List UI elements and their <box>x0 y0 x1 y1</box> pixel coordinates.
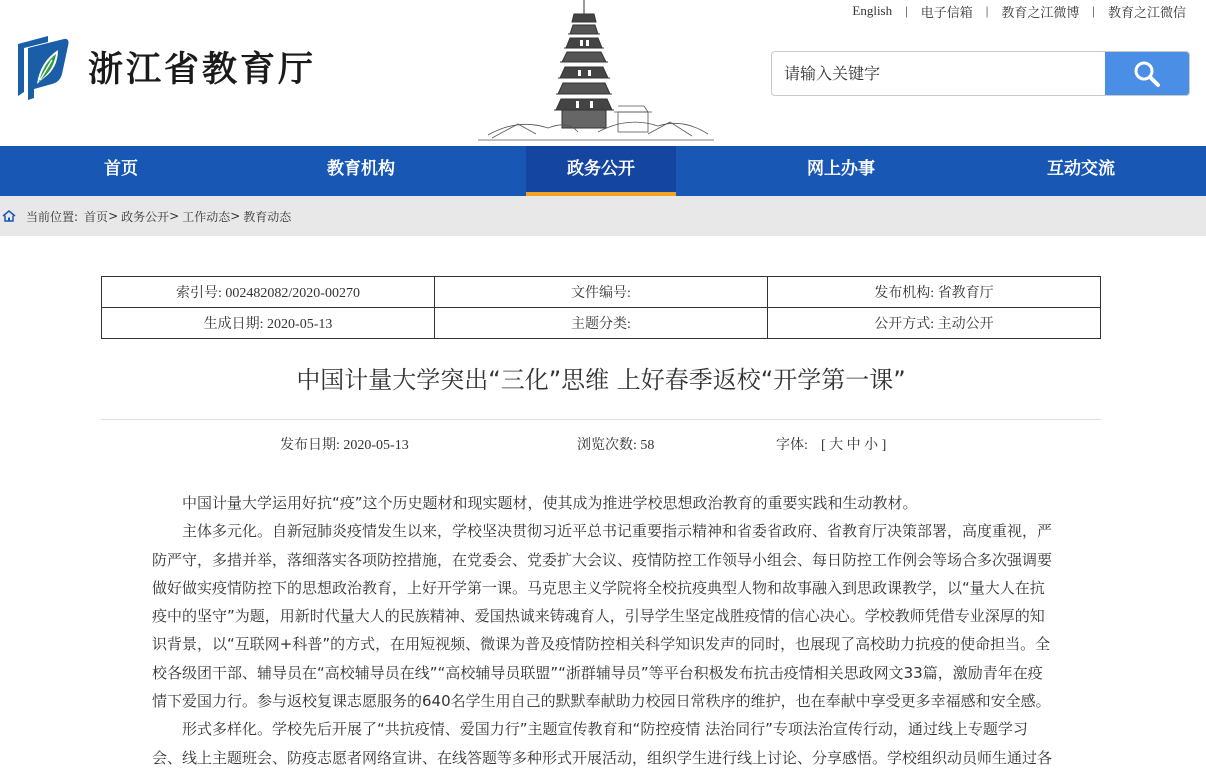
nav-item-interaction[interactable]: 互动交流 <box>1047 159 1115 179</box>
title-divider <box>101 419 1101 420</box>
breadcrumb-separator: > <box>108 209 119 223</box>
meta-index-no: 索引号: 002482082/2020-00270 <box>102 277 435 308</box>
nav-item-institutions[interactable]: 教育机构 <box>327 159 395 179</box>
top-link-email[interactable]: 电子信箱 <box>920 4 973 20</box>
top-link-english[interactable]: English <box>852 3 893 18</box>
meta-category: 主题分类: <box>435 308 768 339</box>
nav-item-home[interactable]: 首页 <box>104 159 138 179</box>
document-metadata-table <box>101 276 1101 339</box>
meta-open-mode: 公开方式: 主动公开 <box>768 308 1101 339</box>
nav-item-online-services[interactable]: 网上办事 <box>807 159 875 179</box>
site-name: 浙江省教育厅 <box>88 49 317 90</box>
article-publish-date: 发布日期: 2020-05-13 <box>280 438 409 453</box>
meta-created-date: 生成日期: 2020-05-13 <box>102 308 435 339</box>
breadcrumb <box>0 196 1206 236</box>
font-size-selector[interactable]: [ 大 中 小 ] <box>821 438 887 453</box>
home-icon[interactable] <box>2 209 16 223</box>
breadcrumb-link-education-news[interactable]: 教育动态 <box>243 209 292 224</box>
logo-icon <box>12 34 70 100</box>
search-icon <box>1133 60 1161 88</box>
article-view-count: 浏览次数: 58 <box>577 438 655 453</box>
top-link-separator: | <box>905 3 908 18</box>
table-row <box>102 277 1101 308</box>
pagoda-illustration <box>478 0 714 146</box>
site-header <box>0 0 1206 146</box>
article-paragraph: 中国计量大学运用好抗“疫”这个历史题材和现实题材，使其成为推进学校思想政治教育的重要实践和生动教材。 <box>182 494 918 512</box>
search-button[interactable] <box>1105 52 1189 95</box>
top-link-separator: | <box>1092 3 1095 18</box>
breadcrumb-separator: > <box>230 209 241 223</box>
breadcrumb-link-work-news[interactable]: 工作动态 <box>182 209 231 224</box>
breadcrumb-link-government-affairs[interactable]: 政务公开 <box>121 209 170 224</box>
article-paragraph: 主体多元化。自新冠肺炎疫情发生以来，学校坚决贯彻习近平总书记重要指示精神和省委省政府、省教育厅决策部署，高度重视，严防严守，多措并举，落细落实各项防控措施，在党委会、党委扩大会议、疫情防控工作领导小组会、每日防控工作例会等场合多次强调要做好做实疫情防控下的思想政治教育，上好开学第一课。马克思主义学院将全校抗疫典型人物和故事融入到思政课教学，以“量大人在抗疫中的坚守”为题，用新时代量大人的民族精神、爱国热诚来铸魂育人，引导学生坚定战胜疫情的信心决心。学校教师凭借专业深厚的知识背景，以“互联网+科普”的方式，在用短视频、微课为普及疫情防控相关科学知识发声的同时，也展现了高校助力抗疫的使命担当。全校各级团干部、辅导员在“高校辅导员在线”“高校辅导员联盟”“浙群辅导员”等平台积极发布抗击疫情相关思政网文33篇，激励青年在疫情下爱国力行。参与返校复课志愿服务的640名学生用自己的默默奉献助力校园日常秩序的维护，也在奉献中享受更多幸福感和安全感。 <box>152 522 1053 711</box>
table-row <box>102 308 1101 339</box>
main-nav <box>0 146 1206 196</box>
meta-publisher: 发布机构: 省教育厅 <box>768 277 1101 308</box>
nav-item-government-affairs[interactable]: 政务公开 <box>526 146 676 196</box>
top-links <box>852 3 1186 19</box>
top-link-wechat[interactable]: 教育之江微信 <box>1107 4 1186 20</box>
breadcrumb-link-home[interactable]: 首页 <box>84 209 109 224</box>
site-logo[interactable] <box>12 32 332 102</box>
article-body <box>152 489 1052 772</box>
meta-doc-no: 文件编号: <box>435 277 768 308</box>
top-link-weibo[interactable]: 教育之江微博 <box>1001 4 1080 20</box>
article-paragraph: 形式多样化。学校先后开展了“共抗疫情、爱国力行”主题宣传教育和“防控疫情 法治同行”专项法治宣传行动，通过线上专题学习会、线上主题班会、防疫志愿者网络宣讲、在线答题等多种形式开展活动，组织学生进行线上讨论、分享感悟。学校组织动员师生通过各 <box>152 720 1053 767</box>
breadcrumb-prefix: 当前位置: <box>26 209 79 224</box>
font-size-label: 字体: <box>776 438 808 453</box>
search-box <box>771 51 1190 96</box>
search-input[interactable] <box>772 52 1105 95</box>
breadcrumb-separator: > <box>169 209 180 223</box>
top-link-separator: | <box>985 3 989 18</box>
article-title: 中国计量大学突出“三化”思维 上好春季返校“开学第一课” <box>296 366 906 394</box>
